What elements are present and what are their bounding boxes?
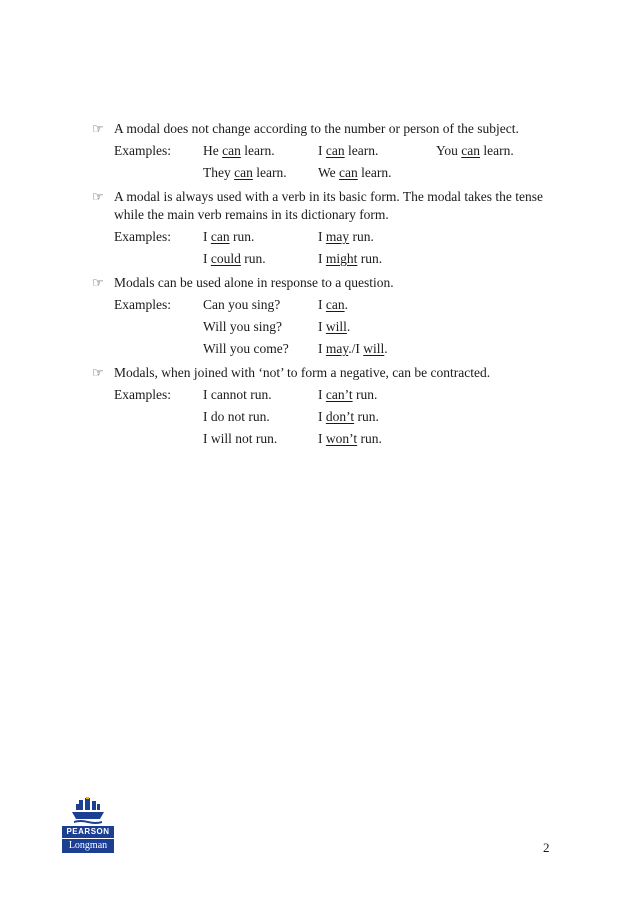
rule-bullet [92,188,562,224]
underlined-modal: may [325,229,350,244]
example-cell [203,250,318,272]
example-cell [436,340,562,362]
example-cell [203,142,318,164]
example-cell [436,386,562,408]
underlined-modal: can [222,143,241,158]
underlined-modal: won’t [325,431,358,446]
example-text: run. [354,409,379,424]
underlined-modal: don’t [325,409,355,424]
example-text: learn. [344,143,379,158]
example-text: I [318,143,326,158]
example-cell [436,250,562,272]
example-row [92,340,562,362]
rule-bullet [92,364,562,382]
document-content [92,120,562,454]
example-text: They [203,165,235,180]
example-text: run. [240,251,266,266]
example-row [92,142,562,164]
ship-icon [62,797,114,825]
examples-label: Examples: [114,229,171,244]
example-text: I [318,251,326,266]
example-cell [203,164,318,186]
pointing-hand-icon: ☞ [92,189,104,204]
pointing-hand-icon: ☞ [92,365,104,380]
example-text: He [203,143,223,158]
example-cell [318,296,436,318]
rule-section [92,274,562,362]
example-cell [318,408,436,430]
example-cell [203,318,318,340]
example-cell [318,340,436,362]
example-row [92,228,562,250]
example-row [92,250,562,272]
example-cell [318,318,436,340]
logo-longman-text: Longman [62,839,114,853]
underlined-modal: will [325,319,347,334]
examples-label: Examples: [114,143,171,158]
underlined-modal: can [461,143,481,158]
underlined-modal: can [339,165,358,180]
rule-text: Modals can be used alone in response to a question. [114,275,394,290]
example-text: I [318,229,326,244]
underlined-modal: can [325,143,345,158]
example-row [92,318,562,340]
example-text: learn. [252,165,287,180]
example-cell [203,340,318,362]
example-cell [318,250,436,272]
rule-section [92,120,562,186]
example-text: You [436,143,462,158]
pointing-hand-icon: ☞ [92,121,104,136]
example-cell [318,228,436,250]
example-text: run. [357,431,382,446]
example-row [92,296,562,318]
example-cell [203,386,318,408]
examples-label [114,408,203,430]
example-text: I [318,409,326,424]
underlined-modal: will [363,341,385,356]
underlined-modal: can [325,297,345,312]
example-cell [436,142,562,164]
example-text: I do not run. [203,409,270,424]
pointing-hand-icon: ☞ [92,275,104,290]
example-cell [436,296,562,318]
example-text: I will not run. [203,431,278,446]
example-text: I [318,297,326,312]
examples-label: Examples: [114,387,171,402]
example-cell [436,408,562,430]
example-text: Can you sing? [203,297,281,312]
underlined-modal: can’t [325,387,353,402]
example-cell [436,164,562,186]
example-text: I [318,431,326,446]
page-number: 2 [543,840,550,855]
example-cell [436,228,562,250]
example-cell [318,142,436,164]
underlined-modal: can [210,229,230,244]
example-text: We [318,165,340,180]
underlined-modal: could [210,251,241,266]
example-text: I [203,251,211,266]
example-cell [436,318,562,340]
examples-label: Examples: [114,297,171,312]
example-text: run. [357,251,383,266]
example-cell [436,430,562,452]
rule-section [92,188,562,272]
rule-section [92,364,562,452]
rule-text: Modals, when joined with ‘not’ to form a negative, can be contracted. [114,365,491,380]
example-text: run. [229,229,255,244]
example-row [92,408,562,430]
example-row [92,430,562,452]
examples-label [114,250,203,272]
example-text: learn. [240,143,275,158]
example-cell [203,430,318,452]
example-cell [203,228,318,250]
underlined-modal: can [234,165,253,180]
example-text: run. [349,229,374,244]
example-text: I [318,387,326,402]
example-cell [318,386,436,408]
example-text: learn. [357,165,392,180]
example-cell [203,408,318,430]
underlined-modal: may [325,341,349,356]
logo-pearson-text: PEARSON [62,826,114,838]
example-text: I [318,341,326,356]
example-text: run. [352,387,378,402]
example-text: ./I [348,341,364,356]
examples-label [114,340,203,362]
rule-bullet [92,120,562,138]
example-row [92,386,562,408]
example-text: . [346,319,351,334]
underlined-modal: might [325,251,358,266]
example-text: I [203,229,211,244]
rule-bullet [92,274,562,292]
example-text: I cannot run. [203,387,272,402]
example-cell [318,430,436,452]
example-text: learn. [480,143,514,158]
example-text: I [318,319,326,334]
rule-text: A modal is always used with a verb in its basic form. The modal takes the tense while the main verb remains in its dictionary form. [114,189,544,222]
example-text: . [344,297,348,312]
examples-label [114,318,203,340]
example-cell [203,296,318,318]
example-cell [318,164,436,186]
examples-label [114,430,203,452]
pearson-longman-logo [62,797,114,853]
example-text: Will you come? [203,341,289,356]
example-text: . [384,341,388,356]
example-row [92,164,562,186]
rule-text: A modal does not change according to the number or person of the subject. [114,121,519,136]
example-text: Will you sing? [203,319,282,334]
examples-label [114,164,203,186]
